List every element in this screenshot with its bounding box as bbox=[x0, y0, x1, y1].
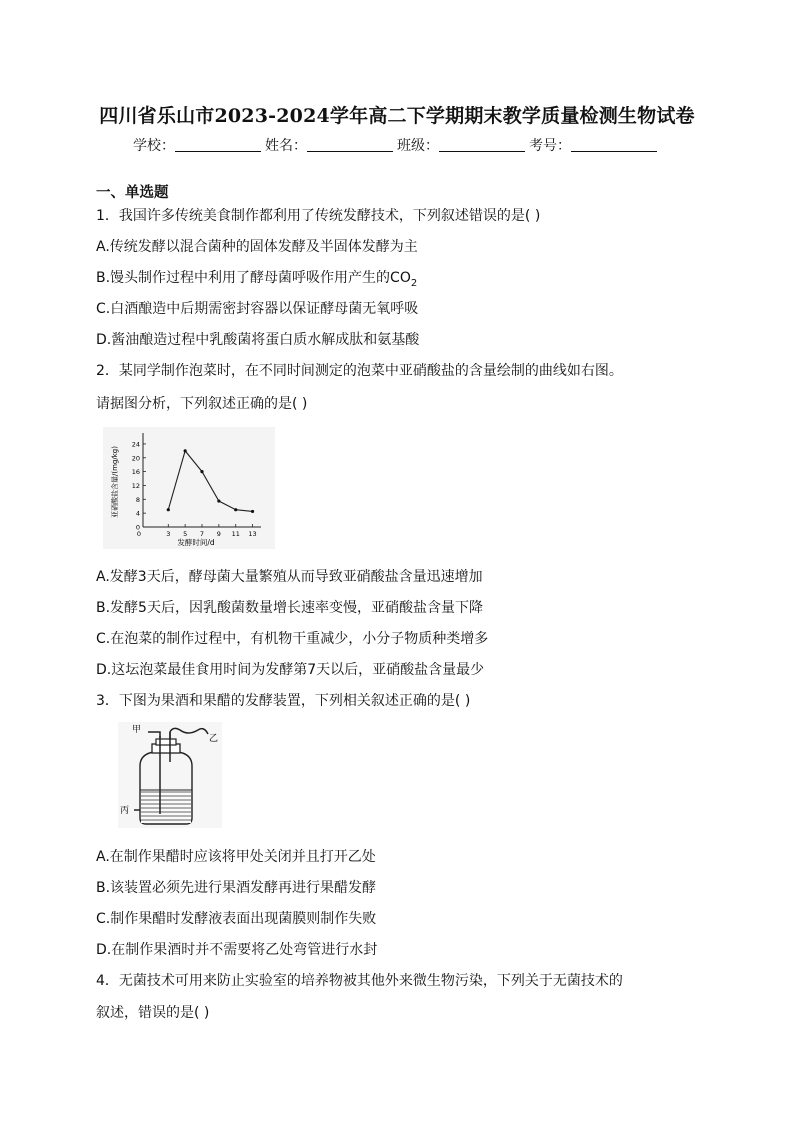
x-tick-label: 13 bbox=[248, 530, 257, 538]
label-yi: 乙 bbox=[209, 734, 219, 744]
q1-option-c: C.白酒酿造中后期需密封容器以保证酵母菌无氧呼吸 bbox=[96, 301, 419, 317]
x-axis-label: 发酵时间/d bbox=[177, 538, 215, 547]
y-tick-label: 24 bbox=[131, 440, 140, 449]
q3-option-d: D.在制作果酒时并不需要将乙处弯管进行水封 bbox=[96, 942, 378, 958]
q3-option-a: A.在制作果醋时应该将甲处关闭并且打开乙处 bbox=[96, 849, 376, 865]
q1-option-b bbox=[96, 267, 417, 289]
y-tick-label: 4 bbox=[135, 509, 140, 518]
data-point bbox=[167, 508, 170, 511]
y-tick-label: 16 bbox=[131, 468, 140, 477]
q1-option-a: A.传统发酵以混合菌种的固体发酵及半固体发酵为主 bbox=[96, 239, 418, 255]
number-label: 考号： bbox=[529, 138, 571, 154]
x-tick-label: 0 bbox=[136, 530, 142, 538]
x-tick-label: 7 bbox=[199, 530, 205, 538]
q2-stem-line1: 2．某同学制作泡菜时，在不同时间测定的泡菜中亚硝酸盐的含量绘制的曲线如右图。 bbox=[96, 363, 623, 379]
x-tick-label: 11 bbox=[231, 530, 240, 538]
q4-stem-line2: 叙述，错误的是( ) bbox=[96, 1005, 210, 1021]
class-label: 班级： bbox=[397, 138, 439, 154]
q2-option-c: C.在泡菜的制作过程中，有机物干重减少，小分子物质种类增多 bbox=[96, 631, 489, 647]
q1-stem: 1．我国许多传统美食制作都利用了传统发酵技术，下列叙述错误的是( ) bbox=[96, 208, 541, 224]
x-tick-label: 9 bbox=[216, 530, 221, 538]
page-title: 四川省乐山市2023-2024学年高二下学期期末教学质量检测生物试卷 bbox=[99, 105, 695, 127]
name-blank[interactable] bbox=[307, 137, 393, 152]
q2-option-d: D.这坛泡菜最佳食用时间为发酵第7天以后，亚硝酸盐含量最少 bbox=[96, 662, 485, 678]
q4-stem-line1: 4．无菌技术可用来防止实验室的培养物被其他外来微生物污染，下列关于无菌技术的 bbox=[96, 973, 623, 989]
school-blank[interactable] bbox=[175, 137, 261, 152]
name-label: 姓名： bbox=[265, 138, 307, 154]
q2-option-b: B.发酵5天后，因乳酸菌数量增长速率变慢，亚硝酸盐含量下降 bbox=[96, 600, 483, 616]
q2-stem-line2: 请据图分析，下列叙述正确的是( ) bbox=[96, 396, 308, 412]
y-tick-label: 12 bbox=[131, 481, 140, 490]
label-jia: 甲 bbox=[132, 725, 142, 735]
bottle-stopper bbox=[156, 739, 176, 745]
fermentation-device-figure bbox=[118, 722, 222, 828]
number-blank[interactable] bbox=[571, 137, 657, 152]
q1-option-b-subscript: 2 bbox=[410, 277, 418, 289]
student-info-line bbox=[0, 135, 794, 155]
section-heading: 一、单选题 bbox=[96, 185, 169, 201]
data-point bbox=[217, 499, 220, 502]
y-axis-label: 亚硝酸盐含量/(mg/kg) bbox=[111, 446, 119, 518]
q1-option-b-text: B.馒头制作过程中利用了酵母菌呼吸作用产生的CO bbox=[96, 270, 411, 286]
q3-option-c: C.制作果醋时发酵液表面出现菌膜则制作失败 bbox=[96, 911, 377, 927]
school-label: 学校： bbox=[133, 138, 175, 154]
y-tick-label: 0 bbox=[135, 523, 140, 532]
x-tick-label: 3 bbox=[166, 530, 171, 538]
data-point bbox=[234, 508, 237, 511]
label-bing: 丙 bbox=[120, 806, 130, 816]
data-point bbox=[184, 449, 187, 452]
class-blank[interactable] bbox=[439, 137, 525, 152]
nitrite-chart bbox=[103, 427, 275, 549]
fermentation-liquid bbox=[141, 790, 191, 823]
q3-option-b: B.该装置必须先进行果酒发酵再进行果醋发酵 bbox=[96, 880, 377, 896]
q3-stem: 3．下图为果酒和果醋的发酵装置，下列相关叙述正确的是( ) bbox=[96, 693, 471, 709]
data-point bbox=[251, 510, 254, 513]
x-tick-label: 5 bbox=[183, 530, 188, 538]
y-tick-label: 20 bbox=[131, 454, 140, 463]
q2-option-a: A.发酵3天后，酵母菌大量繁殖从而导致亚硝酸盐含量迅速增加 bbox=[96, 569, 483, 585]
y-tick-label: 8 bbox=[135, 495, 140, 504]
q1-option-d: D.酱油酿造过程中乳酸菌将蛋白质水解成肽和氨基酸 bbox=[96, 332, 420, 348]
data-point bbox=[200, 470, 203, 473]
